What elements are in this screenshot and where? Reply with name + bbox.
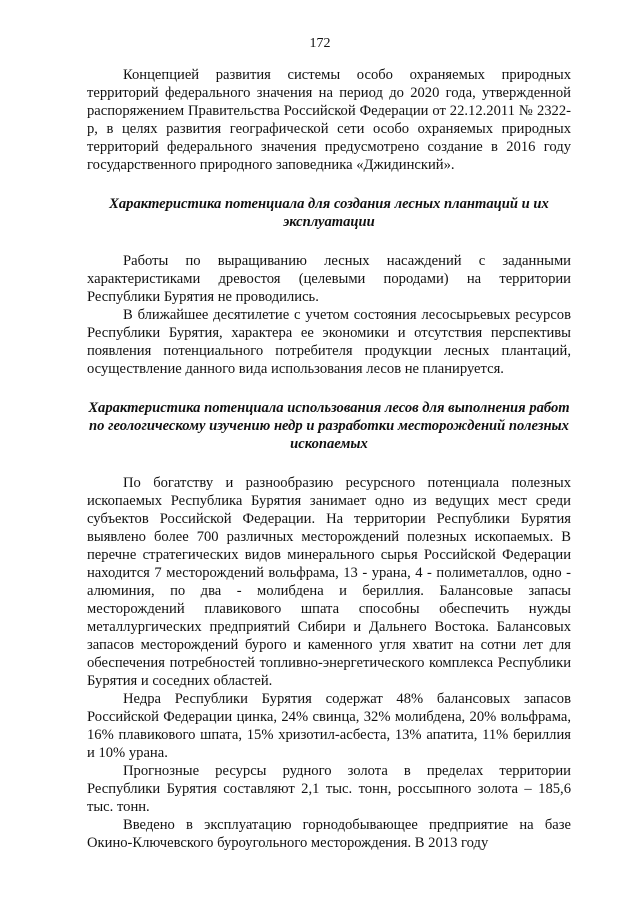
section-heading-plantations: Характеристика потенциала для создания лесных плантаций и их эксплуатации: [109, 196, 549, 230]
section2-paragraph: По богатству и разнообразию ресурсного потенциала полезных ископаемых Республика Бурятия занимает одно из ведущих мест среди субъектов Российской Федерации. На территории Республики Бурятия выявлено более 700 различных месторождений полезных ископаемых. В перечне стратегических видов минерального сырья Российской Федерации находится 7 месторождений вольфрама, 13 - урана, 4 - полиметаллов, одно - алюминия, по два - молибдена и бериллия. Балансовые запасы месторождений плавикового шпата способны обеспечить нужды металлургических предприятий Сибири и Дальнего Востока. Балансовых запасов месторождений бурого и каменного угля хватит на сотни лет для обеспечения потребностей топливно-энергетического комплекса Республики Бурятия и соседних областей.: [87, 475, 571, 689]
section-heading-geology: Характеристика потенциала использования лесов для выполнения работ по геологическому изучению недр и разработки месторождений полезных ископаемых: [88, 400, 570, 452]
section2-paragraph: Прогнозные ресурсы рудного золота в пределах территории Республики Бурятия составляют 2,1 тыс. тонн, россыпного золота – 185,6 тыс. тонн.: [87, 763, 571, 815]
page-content: [87, 66, 571, 852]
page-number: 172: [309, 36, 331, 51]
section2-paragraph: Недра Республики Бурятия содержат 48% балансовых запасов Российской Федерации цинка, 24% свинца, 32% молибдена, 20% вольфрама, 16% плавикового шпата, 15% хризотил-асбеста, 13% апатита, 11% бериллия и 10% урана.: [87, 691, 571, 761]
section1-paragraph: В ближайшее десятилетие с учетом состояния лесосырьевых ресурсов Республики Бурятия, характера ее экономики и отсутствия перспективы появления потенциального потребителя продукции лесных плантаций, осуществление данного вида использования лесов не планируется.: [87, 307, 571, 377]
intro-paragraph: Концепцией развития системы особо охраняемых природных территорий федерального значения на период до 2020 года, утвержденной распоряжением Правительства Российской Федерации от 22.12.2011 № 2322-р, в целях развития географической сети особо охраняемых природных территорий федерального значения предусмотрено создание в 2016 году государственного природного заповедника «Джидинский».: [87, 67, 571, 173]
section2-paragraph: Введено в эксплуатацию горнодобывающее предприятие на базе Окино-Ключевского буроугольного месторождения. В 2013 году: [87, 817, 571, 851]
section1-paragraph: Работы по выращиванию лесных насаждений с заданными характеристиками древостоя (целевыми породами) на территории Республики Бурятия не проводились.: [87, 253, 571, 305]
